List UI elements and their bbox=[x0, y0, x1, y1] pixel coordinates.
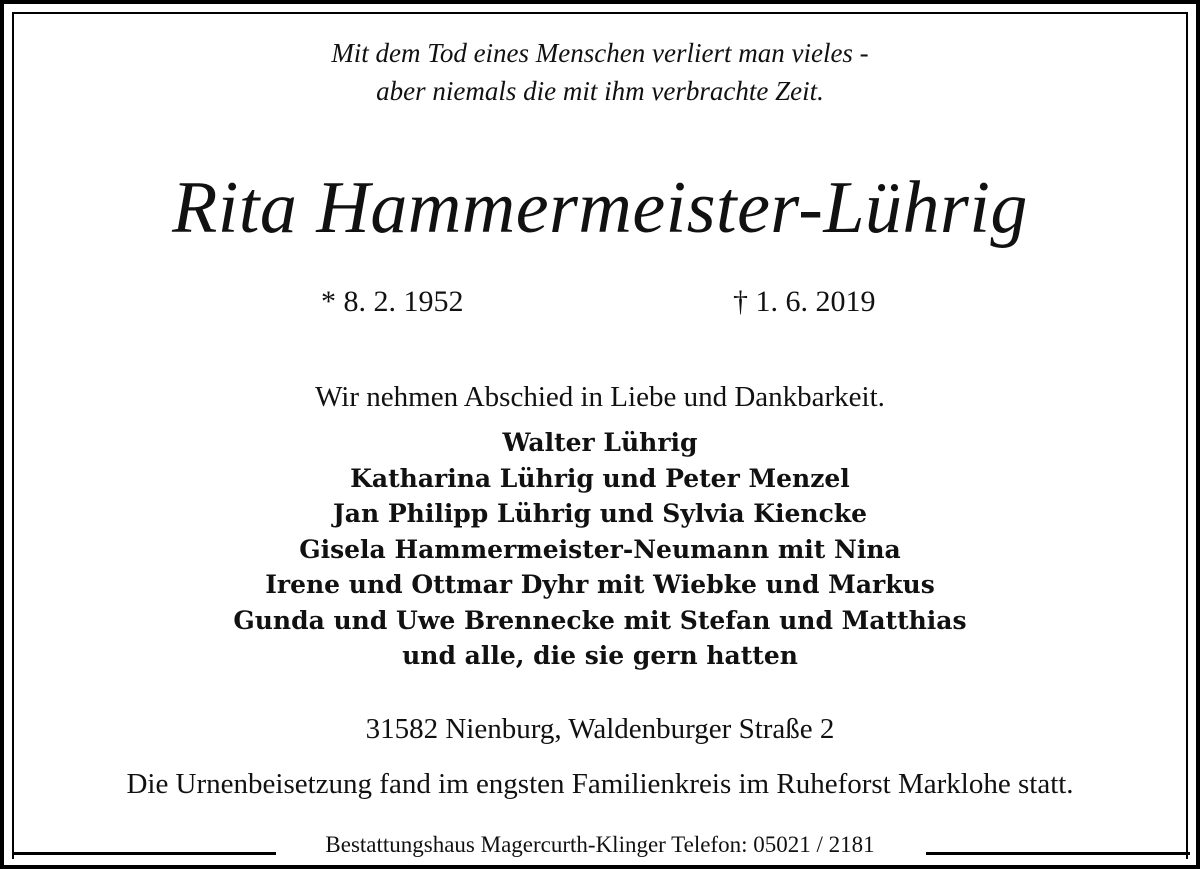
mourner-line: und alle, die sie gern hatten bbox=[402, 641, 798, 670]
undertaker-footer: Bestattungshaus Magercurth-Klinger Telefon: 05021 / 2181 bbox=[325, 832, 875, 857]
burial-notice: Die Urnenbeisetzung fand im engsten Familienkreis im Ruheforst Marklohe statt. bbox=[126, 768, 1074, 800]
family-address: 31582 Nienburg, Waldenburger Straße 2 bbox=[365, 713, 835, 745]
mourner-line: Katharina Lührig und Peter Menzel bbox=[350, 463, 850, 493]
mourner-line: Walter Lührig bbox=[502, 428, 698, 457]
mourner-line: Gunda und Uwe Brennecke mit Stefan und Matthias bbox=[233, 605, 967, 635]
deceased-name: Rita Hammermeister-Lührig bbox=[172, 167, 1028, 249]
mourner-line: Irene und Ottmar Dyhr mit Wiebke und Markus bbox=[265, 570, 935, 599]
motto-line-2: aber niemals die mit ihm verbrachte Zeit. bbox=[376, 76, 824, 106]
mourners-list bbox=[0, 425, 1200, 674]
death-date: † 1. 6. 2019 bbox=[733, 285, 876, 318]
mourner-line: Jan Philipp Lührig und Sylvia Kiencke bbox=[332, 499, 868, 528]
farewell-line: Wir nehmen Abschied in Liebe und Dankbarkeit. bbox=[315, 381, 885, 413]
birth-date: * 8. 2. 1952 bbox=[321, 285, 464, 318]
mourner-line: Gisela Hammermeister-Neumann mit Nina bbox=[299, 534, 901, 564]
motto-line-1: Mit dem Tod eines Menschen verliert man vieles - bbox=[331, 38, 869, 68]
